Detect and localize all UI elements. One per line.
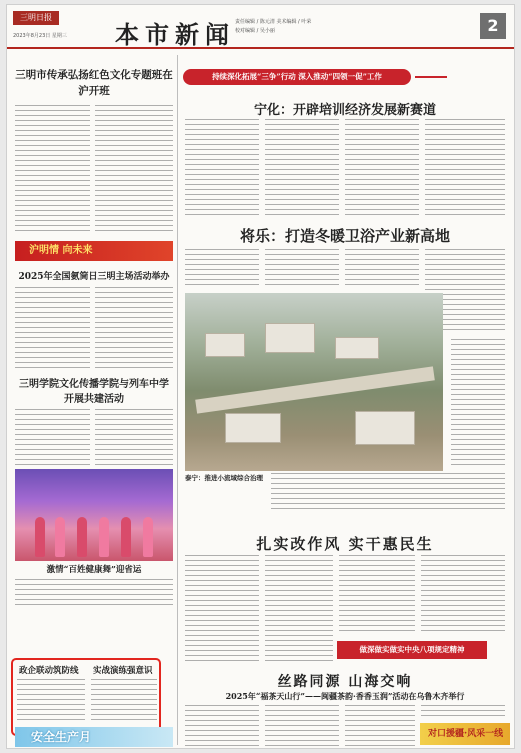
column-divider — [177, 55, 178, 745]
building-shape — [205, 333, 245, 357]
dancer-figure — [99, 517, 109, 557]
article-body-text — [345, 249, 419, 289]
article-body-text — [265, 705, 339, 747]
section-banner: 沪明情 向未来 — [15, 241, 173, 261]
dancer-figure — [35, 517, 45, 557]
article-body-text — [271, 473, 505, 513]
campaign-ribbon: 持续深化拓展“三争”行动 深入推动“四领一促”工作 — [183, 69, 411, 85]
article-body-text — [185, 119, 259, 215]
masthead — [7, 5, 515, 49]
dance-photo[interactable] — [15, 469, 173, 561]
article-body-text — [185, 249, 259, 289]
article-body-text — [185, 555, 259, 663]
article-body-text — [95, 105, 173, 235]
editor-line: 责任编辑 / 陈元清 美术编辑 / 叶荣 — [235, 19, 312, 25]
article-body-text — [17, 679, 85, 723]
subheadline-silk-road: 2025年“福茶天山行”——闽疆茶韵·香香玉润”活动在乌鲁木齐举行 — [225, 691, 465, 701]
article-body-text — [265, 249, 339, 289]
article-body-text — [15, 579, 173, 609]
headline-zhakang[interactable]: 扎实改作风 实干惠民生 — [256, 535, 434, 553]
newspaper-page — [6, 4, 515, 749]
headline-event[interactable]: 2025年全国氨筒日三明主场活动举办 — [18, 272, 170, 282]
photo-caption: 激情“百姓健康舞”迎省运 — [46, 565, 142, 575]
article-body-text — [421, 555, 505, 635]
article-body-text — [265, 119, 339, 215]
article-body-text — [95, 287, 173, 369]
road-shape — [195, 366, 435, 413]
article-body-text — [15, 409, 90, 465]
highlight-headline-part-a: 政企联动筑防线 — [19, 666, 79, 676]
article-body-text — [95, 409, 173, 465]
issue-date: 2023年8月23日 星期三 — [13, 33, 67, 39]
headline-ninghua[interactable]: 宁化：开辟培训经济发展新赛道 — [253, 103, 436, 118]
aerial-photo[interactable] — [185, 293, 443, 471]
headline-college[interactable]: 三明学院文化传播学院与列车中学开展共建活动 — [19, 379, 169, 405]
building-shape — [225, 413, 281, 443]
safety-banner: 安全生产月 — [15, 727, 173, 747]
article-body-text — [185, 705, 259, 747]
article-body-text — [339, 555, 415, 635]
dancer-figure — [143, 517, 153, 557]
building-shape — [355, 411, 415, 445]
policy-banner: 做深做实做实中央八项规定精神 — [337, 641, 487, 659]
editor-credits — [235, 18, 325, 36]
highlight-headline-part-b: 实战演练强意识 — [93, 666, 153, 676]
article-body-text — [15, 105, 90, 235]
article-body-text — [91, 679, 157, 723]
article-body-text — [345, 705, 415, 747]
photo-caption: 泰宁：推进小流域综合治理 — [185, 474, 263, 482]
newspaper-logo: 三明日报 — [13, 11, 59, 25]
headline-silk-road[interactable]: 丝路同源 山海交响 — [277, 674, 413, 690]
headline-red-culture[interactable]: 三明市传承弘扬红色文化专题班在沪开班 — [15, 69, 173, 97]
article-body-text — [421, 705, 505, 719]
article-body-text — [15, 287, 90, 369]
dancer-figure — [121, 517, 131, 557]
dancer-figure — [55, 517, 65, 557]
editor-line: 校对编辑 / 吴小丽 — [235, 28, 275, 34]
article-body-text — [345, 119, 419, 215]
section-title: 本市新闻 — [115, 20, 235, 49]
building-shape — [265, 323, 315, 353]
article-body-text — [451, 339, 505, 469]
article-body-text — [425, 119, 505, 215]
page-number: 2 — [480, 13, 506, 39]
dancer-figure — [77, 517, 87, 557]
headline-jiangle[interactable]: 将乐：打造冬暖卫浴产业新高地 — [239, 227, 450, 245]
building-shape — [335, 337, 379, 359]
article-body-text — [265, 555, 333, 663]
aid-xinjiang-banner: 对口援疆·风采一线 — [420, 723, 510, 745]
